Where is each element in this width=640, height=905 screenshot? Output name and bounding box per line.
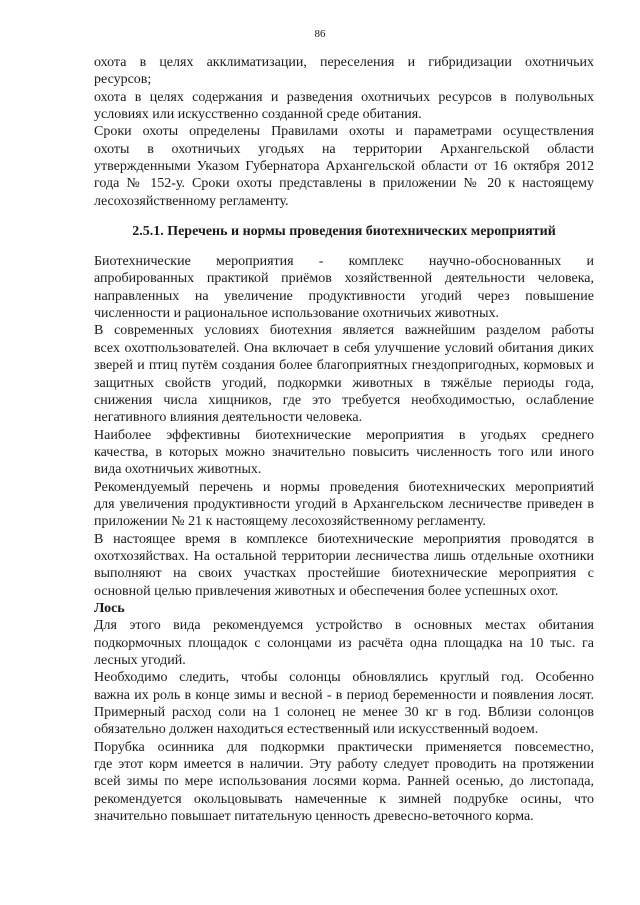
text-line: зверей и птиц путём создания более благоприятных гнездопригодных, кормовых и: [94, 358, 594, 374]
text-line: направленных на увеличение продуктивности угодий через повышение: [94, 288, 594, 304]
subheading-text: Лось: [94, 600, 125, 616]
text-line: охоты в охотничьих угодьях на территории Архангельской области: [94, 141, 594, 157]
text-line: утвержденными Указом Губернатора Архангельской области от 16 октября 2012: [94, 159, 594, 175]
text-line: Порубка осинника для подкормки практически применяется повсеместно,: [94, 739, 594, 755]
text-line: качества, в которых можно значительно повысить численность того или иного: [94, 444, 594, 460]
intro-paragraphs: [94, 54, 594, 210]
text-line: Примерный расход соли на 1 солонец не менее 30 кг в год. Вблизи солонцов: [94, 705, 594, 721]
text-line: рекомендуется окольцовывать намеченные к зимней подрубке осины, что: [94, 791, 594, 807]
text-line: где этот корм имеется в наличии. Эту работу следует проводить на протяжении: [94, 757, 594, 773]
paragraph: [94, 479, 594, 531]
document-body: [94, 54, 594, 825]
paragraph: [94, 253, 594, 322]
paragraph: [94, 669, 594, 738]
text-line: приложении № 21 к настоящему лесохозяйственному регламенту.: [94, 514, 486, 530]
paragraph: [94, 123, 594, 210]
text-line: ресурсов;: [94, 72, 152, 88]
text-line: Рекомендуемый перечень и нормы проведения биотехнических мероприятий: [94, 479, 594, 495]
paragraph: [94, 427, 594, 479]
paragraph: [94, 739, 594, 826]
text-line: Необходимо следить, чтобы солонцы обновлялись круглый год. Особенно: [94, 670, 594, 686]
text-line: В настоящее время в комплексе биотехнические мероприятия проводятся в: [94, 531, 594, 547]
text-line: Сроки охоты определены Правилами охоты и параметрами осуществления: [94, 124, 594, 140]
section-heading: 2.5.1. Перечень и нормы проведения биотехнических мероприятий: [132, 224, 556, 240]
text-line: года № 152-у. Сроки охоты представлены в приложении № 20 к настоящему: [94, 176, 594, 192]
page-number: 86: [314, 28, 326, 40]
text-line: В современных условиях биотехния является важнейшим разделом работы: [94, 323, 594, 339]
text-line: выполняют на своих участках простейшие биотехнические мероприятия с: [94, 566, 594, 582]
text-line: охотхозяйствах. На остальной территории лесничества лишь отдельные охотники: [94, 548, 594, 564]
text-line: обязательно должен находиться естественный или искусственный водоем.: [94, 722, 539, 738]
text-line: значительно повышает питательную ценность древесно-веточного корма.: [94, 809, 534, 825]
paragraph: [94, 531, 594, 600]
text-line: всех охотпользователей. Она включает в себя улучшение условий обитания диких: [94, 340, 594, 356]
text-line: негативного влияния деятельности человека.: [94, 410, 363, 426]
paragraph: [94, 617, 594, 669]
text-line: для увеличения продуктивности угодий в Архангельском лесничестве приведен в: [94, 496, 594, 512]
text-line: всей зимы по мере использования лосями корма. Ранней осенью, до листопада,: [94, 774, 594, 790]
text-line: важна их роль в конце зимы и весной - в период беременности и появления лосят.: [94, 687, 594, 703]
text-line: Наиболее эффективны биотехнические мероприятия в угодьях среднего: [94, 427, 594, 443]
text-line: численности и рациональное использование охотничьих животных.: [94, 306, 500, 322]
text-line: снижения числа хищников, где это требуется необходимостью, ослабление: [94, 392, 594, 408]
paragraph: [94, 54, 594, 89]
paragraph: [94, 322, 594, 426]
biotech-paragraphs: [94, 253, 594, 600]
text-line: лесохозяйственному регламенту.: [94, 193, 289, 209]
text-line: охота в целях содержания и разведения охотничьих ресурсов в полувольных: [94, 89, 594, 105]
text-line: подкормочных площадок с солонцами из расчёта одна площадка на 10 тыс. га: [94, 635, 594, 651]
text-line: Для этого вида рекомендуемся устройство в основных местах обитания: [94, 618, 594, 634]
text-line: апробированных практикой приёмов хозяйственной деятельности человека,: [94, 271, 594, 287]
text-line: основной целью привлечения животных и обеспечения более успешных охот.: [94, 583, 559, 599]
paragraph: [94, 89, 594, 124]
subheading-moose: [94, 600, 594, 617]
text-line: условиях или искусственно созданной среде обитания.: [94, 107, 422, 123]
text-line: охота в целях акклиматизации, переселения и гибридизации охотничьих: [94, 55, 594, 70]
moose-paragraphs: [94, 617, 594, 825]
text-line: лесных угодий.: [94, 653, 186, 668]
text-line: защитных свойств угодий, подкормки животных в тяжёлые периоды года,: [94, 375, 594, 391]
text-line: Биотехнические мероприятия - комплекс научно-обоснованных и: [94, 254, 594, 270]
text-line: вида охотничьих животных.: [94, 462, 262, 478]
